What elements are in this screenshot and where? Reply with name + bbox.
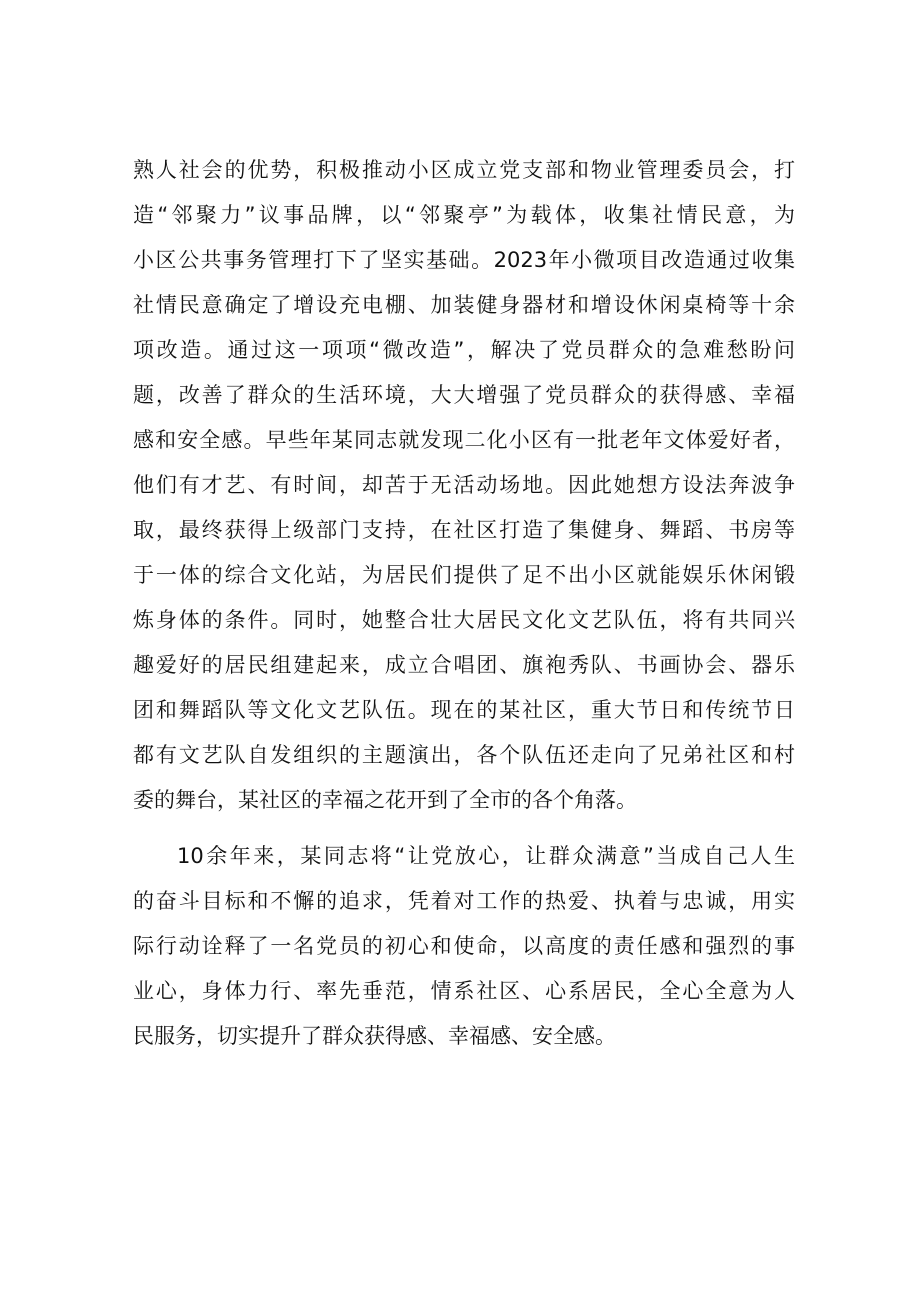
text-line: 题，改善了群众的生活环境，大大增强了党员群众的获得感、幸福 [133, 383, 795, 407]
text-line: 业心，身体力行、率先垂范，情系社区、心系居民，全心全意为人 [133, 979, 795, 1003]
text-line: 社情民意确定了增设充电棚、加装健身器材和增设休闲桌椅等十余 [133, 293, 795, 317]
text-line: 都有文艺队自发组织的主题演出，各个队伍还走向了兄弟社区和村 [133, 743, 795, 767]
paragraph-1 [133, 148, 795, 823]
text-line: 炼身体的条件。同时，她整合壮大居民文化文艺队伍，将有共同兴 [133, 608, 795, 632]
text-line: 造“邻聚力”议事品牌，以“邻聚亭”为载体，收集社情民意，为 [133, 203, 795, 227]
text-line: 民服务，切实提升了群众获得感、幸福感、安全感。 [133, 1024, 616, 1048]
text-line: 的奋斗目标和不懈的追求，凭着对工作的热爱、执着与忠诚，用实 [133, 889, 795, 913]
text-line: 他们有才艺、有时间，却苦于无活动场地。因此她想方设法奔波争 [133, 473, 795, 497]
document-body [133, 148, 795, 1059]
text-line: 于一体的综合文化站，为居民们提供了足不出小区就能娱乐休闲锻 [133, 563, 795, 587]
text-line: 趣爱好的居民组建起来，成立合唱团、旗袍秀队、书画协会、器乐 [133, 653, 795, 677]
text-line: 10余年来，某同志将“让党放心，让群众满意”当成自己人生 [177, 844, 795, 868]
text-line: 熟人社会的优势，积极推动小区成立党支部和物业管理委员会，打 [133, 158, 795, 182]
text-line: 感和安全感。早些年某同志就发现二化小区有一批老年文体爱好者， [133, 428, 795, 452]
text-line: 取，最终获得上级部门支持，在社区打造了集健身、舞蹈、书房等 [133, 518, 795, 542]
text-line: 团和舞蹈队等文化文艺队伍。现在的某社区，重大节日和传统节日 [133, 698, 795, 722]
text-line: 际行动诠释了一名党员的初心和使命，以高度的责任感和强烈的事 [133, 934, 795, 958]
paragraph-2 [133, 834, 795, 1059]
text-line: 委的舞台，某社区的幸福之花开到了全市的各个角落。 [133, 788, 637, 812]
text-line: 小区公共事务管理打下了坚实基础。2023年小微项目改造通过收集 [133, 248, 795, 272]
text-line: 项改造。通过这一项项“微改造”，解决了党员群众的急难愁盼问 [133, 338, 795, 362]
